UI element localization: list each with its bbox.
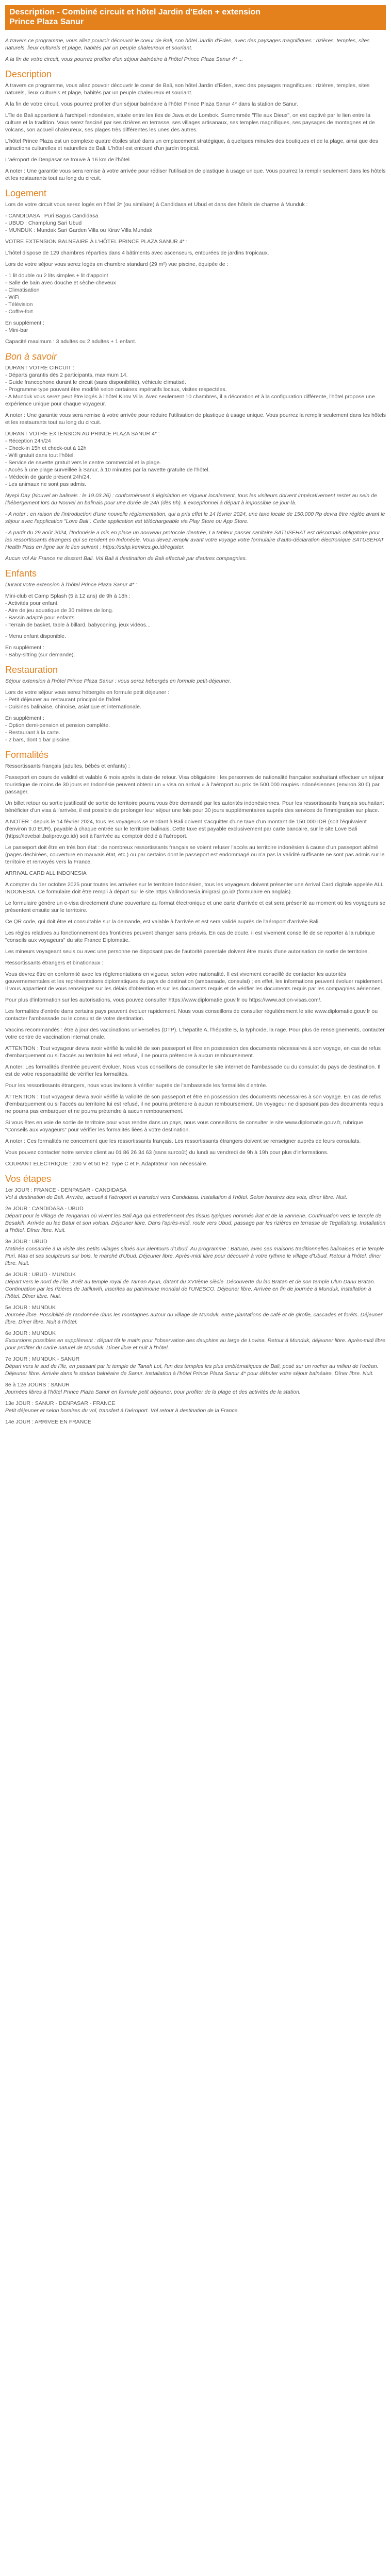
itinerary-day-title: 4e JOUR : UBUD - MUNDUK xyxy=(5,1272,76,1278)
bon-a-savoir-paragraph: A noter : Une garantie vous sera remise à votre arrivée pour réduire l'utilisation de plastique à usage unique. Vous pourrez la remplir seulement dans les hôtels et les restaurants tout au long du circuit. xyxy=(5,412,386,426)
itinerary-day-text: Petit déjeuner et selon horaires du vol, transfert à l'aéroport. Vol retour à destination de la France. xyxy=(5,1408,239,1414)
itinerary-day-title: 5e JOUR : MUNDUK xyxy=(5,1304,56,1311)
itinerary-day xyxy=(5,1205,386,1234)
itinerary-day-text: Vol à destination de Bali. Arrivée, accueil à l'aéroport et transfert vers Candidasa. Installation à l'hôtel. Selon horaires des vols, dîner libre. Nuit. xyxy=(5,1194,348,1200)
formalites-body xyxy=(5,762,386,1167)
formalites-paragraph: ARRIVAL CARD ALL INDONESIA xyxy=(5,870,87,876)
list-item: - Petit déjeuner au restaurant principal de l'hôtel. xyxy=(5,697,122,703)
kids-club-list xyxy=(5,600,386,629)
bon-a-savoir-paragraph: Nyepi Day (Nouvel an balinais : le 19.03.26) : conformément à législation en vigueur localement, tous les visiteurs doivent impérativement rester au sein de l'hébergement lors du Nouvel an balinais pour une durée de 24h (dès 6h). Il exceptionnel à départ à impossible ce jour-là. xyxy=(5,493,377,506)
itinerary-day-text: Départ pour le village de Tenganan où vivent les Bali Aga qui entretiennent des tissus typiques nommés ikat et de la vannerie. Continuation vers le temple de Besakih. Arrivée au lac Batur et son volcan. Déjeuner libre. Dans l'après-midi, route vers Ubud, passage par les rizières en terrasse de Tegallalang. Installation à l'hôtel. Dîner libre. Nuit. xyxy=(5,1213,386,1233)
itinerary-day xyxy=(5,1418,386,1426)
itinerary-day-title: 3e JOUR : UBUD xyxy=(5,1239,47,1245)
list-item: - Médecin de garde présent 24h/24. xyxy=(5,474,91,480)
logement-paragraph: Lors de votre séjour vous serez logés en chambre standard (29 m²) vue piscine, équipée de : xyxy=(5,261,229,267)
list-item: - Cuisines balinaise, chinoise, asiatique et internationale. xyxy=(5,704,141,710)
itinerary-day-title: 14e JOUR : ARRIVEE EN FRANCE xyxy=(5,1419,91,1425)
itinerary-day-title: 8e à 12e JOURS : SANUR xyxy=(5,1382,70,1388)
section-title-etapes: Vos étapes xyxy=(5,1174,52,1184)
list-item: - Guide francophone durant le circuit (sans disponibilité), véhicule climatisé. xyxy=(5,379,186,385)
logement-intro: Lors de votre circuit vous serez logés en hôtel 3* (ou similaire) à Candidasa et Ubud et dans des hôtels de charme à Munduk : xyxy=(5,201,308,208)
list-item: - Télévision xyxy=(5,301,33,308)
itinerary-day xyxy=(5,1355,386,1377)
page-title-line-2: Prince Plaza Sanur xyxy=(9,18,84,26)
formalites-paragraph: COURANT ELECTRIQUE : 230 V et 50 Hz. Type C et F. Adaptateur non nécessaire. xyxy=(5,1161,208,1167)
list-item: - WiFi xyxy=(5,294,20,300)
formalites-paragraph: Pour les ressortissants étrangers, nous vous invitons à vérifier auprès de l'ambassade les formalités d'entrée. xyxy=(5,1082,268,1089)
description-paragraph: L'aéroport de Denpasar se trouve à 16 km de l'hôtel. xyxy=(5,157,131,163)
list-item: - Activités pour enfant. xyxy=(5,600,59,606)
list-item: - Accès à une plage surveillée à Sanur, à 10 minutes par la navette gratuite de l'hôtel. xyxy=(5,467,210,473)
itinerary-day-text: Matinée consacrée à la visite des petits villages situés aux alentours d'Ubud. Au programme : Batuan, avec ses maisons traditionnelles balinaises et le temple Puri, Mas et ses sculpteurs sur bois, le marché d'Ubud. Déjeuner libre. Après-midi libre pour découvrir à votre rythme le village d'Ubud. Retour à l'hôtel, dîner libre. Nuit. xyxy=(5,1246,384,1266)
itinerary-day xyxy=(5,1187,386,1201)
list-item: - Wifi gratuit dans tout l'hôtel. xyxy=(5,452,75,459)
restauration-paragraph: Lors de votre séjour vous serez hébergés en formule petit déjeuner : xyxy=(5,689,170,696)
formalites-paragraph: Passeport en cours de validité et valable 6 mois après la date de retour. Visa obligatoire : les personnes de nationalité française souhaitant effectuer un séjour touristique de moins de 30 jours en Indonésie peuvent obtenir un « visa on arrival » à l'aéroport au prix de 500.000 roupies indonésiennes (environ 30 €) par passager. xyxy=(5,774,384,795)
section-title-formalites: Formalités xyxy=(5,750,49,760)
formalites-paragraph: Les règles relatives au fonctionnement des frontières peuvent changer sans préavis. En cas de doute, il est vivement conseillé de se reporter à la rubrique "conseils aux voyageurs" du site France Diplomatie. xyxy=(5,930,375,943)
description-paragraph: A la fin de votre circuit, vous pourrez profiter d'un séjour balnéaire à l'hôtel Prince Plaza Sanur 4* dans la station de Sanur. xyxy=(5,101,298,107)
formalites-paragraph: Ressortissants français (adultes, bébés et enfants) : xyxy=(5,763,130,769)
list-item: - 1 lit double ou 2 lits simples + lit d'appoint xyxy=(5,273,108,279)
itinerary-day-text: Excursions possibles en supplément : départ tôt le matin pour l'observation des dauphins au large de Lovina. Retour à Munduk, déjeuner libre. Après-midi libre pour profiter du cadre naturel de Munduk. Dîner libre et nuit à l'hôtel. xyxy=(5,1337,386,1351)
logement-supplement-label: En supplément : xyxy=(5,320,44,326)
list-item: - Salle de bain avec douche et sèche-cheveux xyxy=(5,280,116,286)
restauration-list xyxy=(5,696,386,710)
restauration-paragraph: Séjour extension à l'hôtel Prince Plaza Sanur : vous serez hébergés en formule petit-déjeuner. xyxy=(5,678,232,684)
section-title-enfants: Enfants xyxy=(5,568,37,579)
list-item: - Check-in 15h et check-out à 12h xyxy=(5,445,87,451)
list-item: - Réception 24h/24 xyxy=(5,438,51,444)
circuit-info-list xyxy=(5,364,386,408)
restauration-supplement-list xyxy=(5,722,386,743)
formalites-paragraph: Un billet retour ou sortie justificatif de sortie de territoire pourra vous être demandé par les autorités indonésiennes. Pour les ressortissants français souhaitant bénéficier d'un visa à l'arrivée, il est possible de prolonger leur séjour une fois pour 30 jours supplémentaires auprès des services de l'immigration sur place. xyxy=(5,800,384,814)
section-title-description: Description xyxy=(5,69,52,79)
itinerary-day xyxy=(5,1304,386,1326)
list-item: - Climatisation xyxy=(5,287,40,293)
itinerary-day-title: 2e JOUR : CANDIDASA - UBUD xyxy=(5,1206,84,1212)
list-item: - UBUD : Champlung Sari Ubud xyxy=(5,220,82,226)
intro-paragraph: A travers ce programme, vous allez pouvoir découvrir le coeur de Bali, son hôtel Jardin d'Eden, avec des paysages magnifiques : rizières, temples, sites naturels, lieux culturels et plage, habités par un peuple chaleureux et souriant. xyxy=(5,38,370,51)
formalites-paragraph: Vous pouvez contacter notre service client au 01 86 26 34 63 (sans surcoût) du lundi au vendredi de 9h à 19h pour plus d'informations. xyxy=(5,1149,329,1156)
formalites-paragraph: Ressortissants étrangers et binationaux : xyxy=(5,960,104,966)
itinerary-day xyxy=(5,1271,386,1300)
list-item: - Les animaux ne sont pas admis. xyxy=(5,481,86,487)
list-item: - Coffre-fort xyxy=(5,309,33,315)
bon-a-savoir-paragraph: Aucun vol Air France ne dessert Bali. Vol Bali à destination de Bali effectué par d'autres compagnies. xyxy=(5,555,247,562)
list-item: - Option demi-pension et pension complète. xyxy=(5,722,110,728)
list-item: - Service de navette gratuit vers le centre commercial et la plage. xyxy=(5,460,161,466)
description-paragraph: A noter : Une garantie vous sera remise à votre arrivée pour rédiser l'utilisation de plastique à usage unique. Vous pourrez la remplir seulement dans les hôtels et les restaurants tout au long du circuit. xyxy=(5,168,386,181)
list-item: - Restaurant à la carte. xyxy=(5,730,60,736)
logement-paragraph: VOTRE EXTENSION BALNEAIRE À L'HÔTEL PRINCE PLAZA SANUR 4* : xyxy=(5,239,188,245)
list-item: - Aire de jeu aquatique de 30 mètres de long. xyxy=(5,607,113,614)
itinerary xyxy=(5,1187,386,1426)
list-item: - A Munduk vous serez peut être logés à l'hôtel Kirov Villa. Avec seulement 10 chambres, il a décoration et à la configuration différente, l'hôtel propose une expérience unique pour chaque voyageur. xyxy=(5,394,375,407)
page-title-banner xyxy=(5,5,386,30)
itinerary-day-title: 6e JOUR : MUNDUK xyxy=(5,1330,56,1336)
formalites-paragraph: Les mineurs voyageant seuls ou avec une personne ne disposant pas de l'autorité parentale doivent être munis d'une autorisation de sortie de territoire. xyxy=(5,948,369,955)
description-paragraph: L'hôtel Prince Plaza est un complexe quatre étoiles situé dans un emplacement stratégique, à quelques minutes des boutiques et de la plage, ainsi que des attractions culturelles et naturelles de Bali. L'hôtel est entouré d'un jardin tropical. xyxy=(5,138,378,151)
formalites-paragraph: Ce QR code, qui doit être et consultable sur la demande, est valable à l'arrivée et est sera validé auprès de l'aéroport d'arrivée Bali. xyxy=(5,919,320,925)
formalites-paragraph: A noter: Les formalités d'entrée peuvent évoluer. Nous vous conseillons de consulter le site internet de l'ambassade ou du consulat du pays de destination. Il est de votre responsabilité de vérifier les formalités. xyxy=(5,1064,381,1077)
enfants-paragraph: - Menu enfant disponible. xyxy=(5,633,66,639)
list-item: - Bassin adapté pour enfants. xyxy=(5,615,76,621)
enfants-supplement-label: En supplément : xyxy=(5,645,44,651)
description-paragraph: L'île de Bali appartient à l'archipel indonésien, située entre les îles de Java et de Lombok. Surnommée "l'île aux Dieux", on est captivé par le lien entre la culture et la tradition. Vous serez fasciné par ses rizières en terrasse, ses villages artisanaux, ses temples magnifiques, ses paysages de montagnes et de volcans, son accueil chaleureux, ses plages très différentes les unes des autres. xyxy=(5,112,375,133)
formalites-paragraph: Vaccins recommandés : être à jour des vaccinations universelles (DTP). L'hépatite A, l'hépatite B, la typhoïde, la rage. Pour plus de renseignements, contacter votre centre de vaccination internationale. xyxy=(5,1027,385,1040)
itinerary-day-text: Départ vers le sud de l'île, en passant par le temple de Tanah Lot, l'un des temples les plus emblématiques de Bali, posé sur un rocher au milieu de l'océan. Déjeuner libre. Arrivée dans la station balnéaire de Sanur. Installation à l'hôtel Prince Plaza Sanur 4* pour débuter votre séjour balnéaire. Dîner libre. Nuit. xyxy=(5,1363,379,1377)
formalites-paragraph: ATTENTION : Tout voyageur devra avoir vérifié la validité de son passeport et être en possession des documents nécessaires à son voyage. En cas de refus d'embarquement ou si l'accès au territoire lui est refusé, il ne pourra prétendre à aucun remboursement. Un voyageur ne disposant pas des documents requis ne pourra pas embarquer et ne pourra prétendre à aucun remboursement. xyxy=(5,1094,383,1114)
intro-paragraph: A la fin de votre circuit, vous pourrez profiter d'un séjour balnéaire à l'hôtel Prince Plaza Sanur 4* ... xyxy=(5,56,243,62)
formalites-paragraph: Pour plus d'information sur les autorisations, vous pouvez consulter https://www.diplomatie.gouv.fr ou https://www.action-visas.com/. xyxy=(5,997,322,1003)
formalites-paragraph: Si vous êtes en voie de sortie de territoire pour vous rendre dans un pays, nous vous conseillons de consulter le site www.diplomatie.gouv.fr, rubrique "Conseils aux voyageurs" pour vérifier les formalités liées à votre destination. xyxy=(5,1120,363,1133)
enfants-paragraph: Durant votre extension à l'hôtel Prince Plaza Sanur 4* : xyxy=(5,582,137,588)
section-title-logement: Logement xyxy=(5,188,47,198)
itinerary-day xyxy=(5,1400,386,1414)
itinerary-day-text: Journées libres à l'hôtel Prince Plaza Sanur en formule petit déjeuner, pour profiter de la plage et des activités de la station. xyxy=(5,1389,301,1395)
formalites-paragraph: Vous devrez être en conformité avec les réglementations en vigueur, selon votre nationalité. Il est vivement conseillé de contacter les autorités gouvernementales et les représentations diplomatiques du pays de destination (ambassade, consulat) ; en effet, les informations peuvent évoluer rapidement. Il vous appartient de vous renseigner sur les délais d'obtention et sur les documents requis et de vérifier les documents requis par les compagnies aériennes. xyxy=(5,971,384,992)
list-item: - Programme type pouvant être modifié selon certaines impératifs locaux, visites respectées. xyxy=(5,386,227,393)
restauration-supplement-label: En supplément : xyxy=(5,715,44,721)
formalites-paragraph: ATTENTION : Tout voyageur devra avoir vérifié la validité de son passeport et être en possession des documents nécessaires à son voyage, en cas de refus d'embarquement ou si l'accès au territoire lui est refusé, il ne pourra prétendre à aucun remboursement. xyxy=(5,1045,381,1059)
formalites-paragraph: Le passeport doit être en très bon état : de nombreux ressortissants français se voient refuser l'accès au territoire indonésien à cause d'un passeport abîmé (pages déchirées, couverture en mauvais état, etc.) ou par certains dont le passeport est endommagé ou n'a pas la validité suffisante ne sont pas admis sur le territoire et renvoyés vers la France. xyxy=(5,844,385,865)
section-title-bon-a-savoir: Bon à savoir xyxy=(5,351,57,362)
list-item: - 2 bars, dont 1 bar piscine. xyxy=(5,737,71,743)
itinerary-day-title: 1er JOUR : FRANCE - DENPASAR - CANDIDASA xyxy=(5,1187,127,1193)
itinerary-day xyxy=(5,1330,386,1351)
description-paragraph: A travers ce programme, vous allez pouvoir découvrir le coeur de Bali, son hôtel Jardin d'Eden, avec des paysages magnifiques : rizières, temples, sites naturels, lieux culturels et plage, habités par un peuple chaleureux et souriant. xyxy=(5,82,370,96)
itinerary-day xyxy=(5,1381,386,1396)
room-equipment-list xyxy=(5,272,386,315)
logement-paragraph: L'hôtel dispose de 129 chambres réparties dans 4 bâtiments avec ascenseurs, entourées de jardins tropicaux. xyxy=(5,250,269,256)
section-title-restauration: Restauration xyxy=(5,665,58,675)
formalites-paragraph: A NOTER : depuis le 14 février 2024, tous les voyageurs se rendant à Bali doivent s'acquitter d'une taxe d'un montant de 150.000 IDR (soit l'équivalent d'environ 9,0 EUR), payable à chaque entrée sur le territoire balinais. Cette taxe est payable exclusivement par carte bancaire, sur le site Love Bali (https://lovebali.baliprov.go.id/) soit à l'arrivée au comptoir dédié à l'aéroport. xyxy=(5,819,367,839)
list-item: DURANT VOTRE EXTENSION AU PRINCE PLAZA SANUR 4* : xyxy=(5,431,160,437)
formalites-paragraph: Le formulaire génère un e-visa directement d'une couverture au format électronique et une carte d'arrivée et est sera présenté au moment où les voyageurs se présentent ensuite sur le territoire. xyxy=(5,900,386,913)
logement-supplement-item: - Mini-bar xyxy=(5,327,28,333)
itinerary-day-title: 13e JOUR : SANUR - DENPASAR - FRANCE xyxy=(5,1400,116,1406)
bon-a-savoir-paragraph: - A noter : en raison de l'introduction d'une nouvelle réglementation, qui a pris effet le 14 février 2024, une taxe locale de 150.000 Rp devra être réglée avant le séjour avec l'application "Love Bali". Cette application est téléchargeable via Play Store ou App Store. xyxy=(5,511,385,524)
list-item: - CANDIDASA : Puri Bagus Candidasa xyxy=(5,213,99,219)
logement-hotel-list xyxy=(5,212,386,234)
list-item: - Terrain de basket, table à billard, babyconing, jeux vidéos... xyxy=(5,622,151,628)
enfants-paragraph: Mini-club et Camp Splash (5 à 12 ans) de 9h à 18h : xyxy=(5,593,131,599)
bon-a-savoir-paragraph: - A partir du 29 août 2024, l'Indonésie a mis en place un nouveau protocole d'entrée, La tableur passer sanitaire SATUSEHAT est désormais obligatoire pour les ressortissants étrangers qui se rendent en Indonésie. Vous devez remplir avant votre voyage votre formulaire d'auto-déclaration électronique SATUSEHAT Health Pass en ligne sur le lien suivant : https://sshp.kemkes.go.id/register. xyxy=(5,530,384,550)
extension-info-list xyxy=(5,430,386,488)
formalites-paragraph: A compter du 1er octobre 2025 pour toutes les arrivées sur le territoire Indonésien, tous les voyageurs doivent présenter une Arrival Card digitale appelée ALL INDONESIA. Ce formulaire doit être rempli à départ sur le site https://allindonesia.imigrasi.go.id/ (formulaire en anglais). xyxy=(5,882,384,895)
list-item: DURANT VOTRE CIRCUIT : xyxy=(5,365,74,371)
itinerary-day-text: Journée libre. Possibilité de randonnée dans les montagnes autour du village de Munduk, entre plantations de café et de girofle, cascades et forêts. Déjeuner libre. Dîner libre. Nuit à l'hôtel. xyxy=(5,1312,383,1325)
itinerary-day-title: 7e JOUR : MUNDUK - SANUR xyxy=(5,1356,80,1362)
list-item: - Départs garantis dès 2 participants, maximum 14. xyxy=(5,372,128,378)
enfants-supplement-item: - Baby-sitting (sur demande). xyxy=(5,652,75,658)
itinerary-day xyxy=(5,1238,386,1267)
itinerary-day-text: Départ vers le nord de l'île. Arrêt au temple royal de Taman Ayun, datant du XVIIème siècle. Découverte du lac Bratan et de son temple Ulun Danu Bratan. Continuation par les rizières de Jatiluwih, inscrites au patrimoine mondial de l'UNESCO. Déjeuner libre. Arrivée en fin de journée à Munduk, installation à l'hôtel. Dîner libre. Nuit. xyxy=(5,1279,376,1299)
page-title-line-1: Description - Combiné circuit et hôtel Jardin d'Eden + extension xyxy=(9,8,260,16)
formalites-paragraph: Les formalités d'entrée dans certains pays peuvent évoluer rapidement. Nous vous conseillons de consulter régulièrement le site www.diplomatie.gouv.fr ou contacter l'ambassade ou le consulat de votre destination. xyxy=(5,1008,378,1022)
logement-capacity: Capacité maximum : 3 adultes ou 2 adultes + 1 enfant. xyxy=(5,338,137,345)
list-item: - MUNDUK : Mundak Sari Garden Villa ou Kirav Villa Mundak xyxy=(5,227,152,233)
formalites-paragraph: A noter : Ces formalités ne concernent que les ressortissants français. Les ressortissants étrangers doivent se renseigner auprès de leurs consulats. xyxy=(5,1138,361,1144)
